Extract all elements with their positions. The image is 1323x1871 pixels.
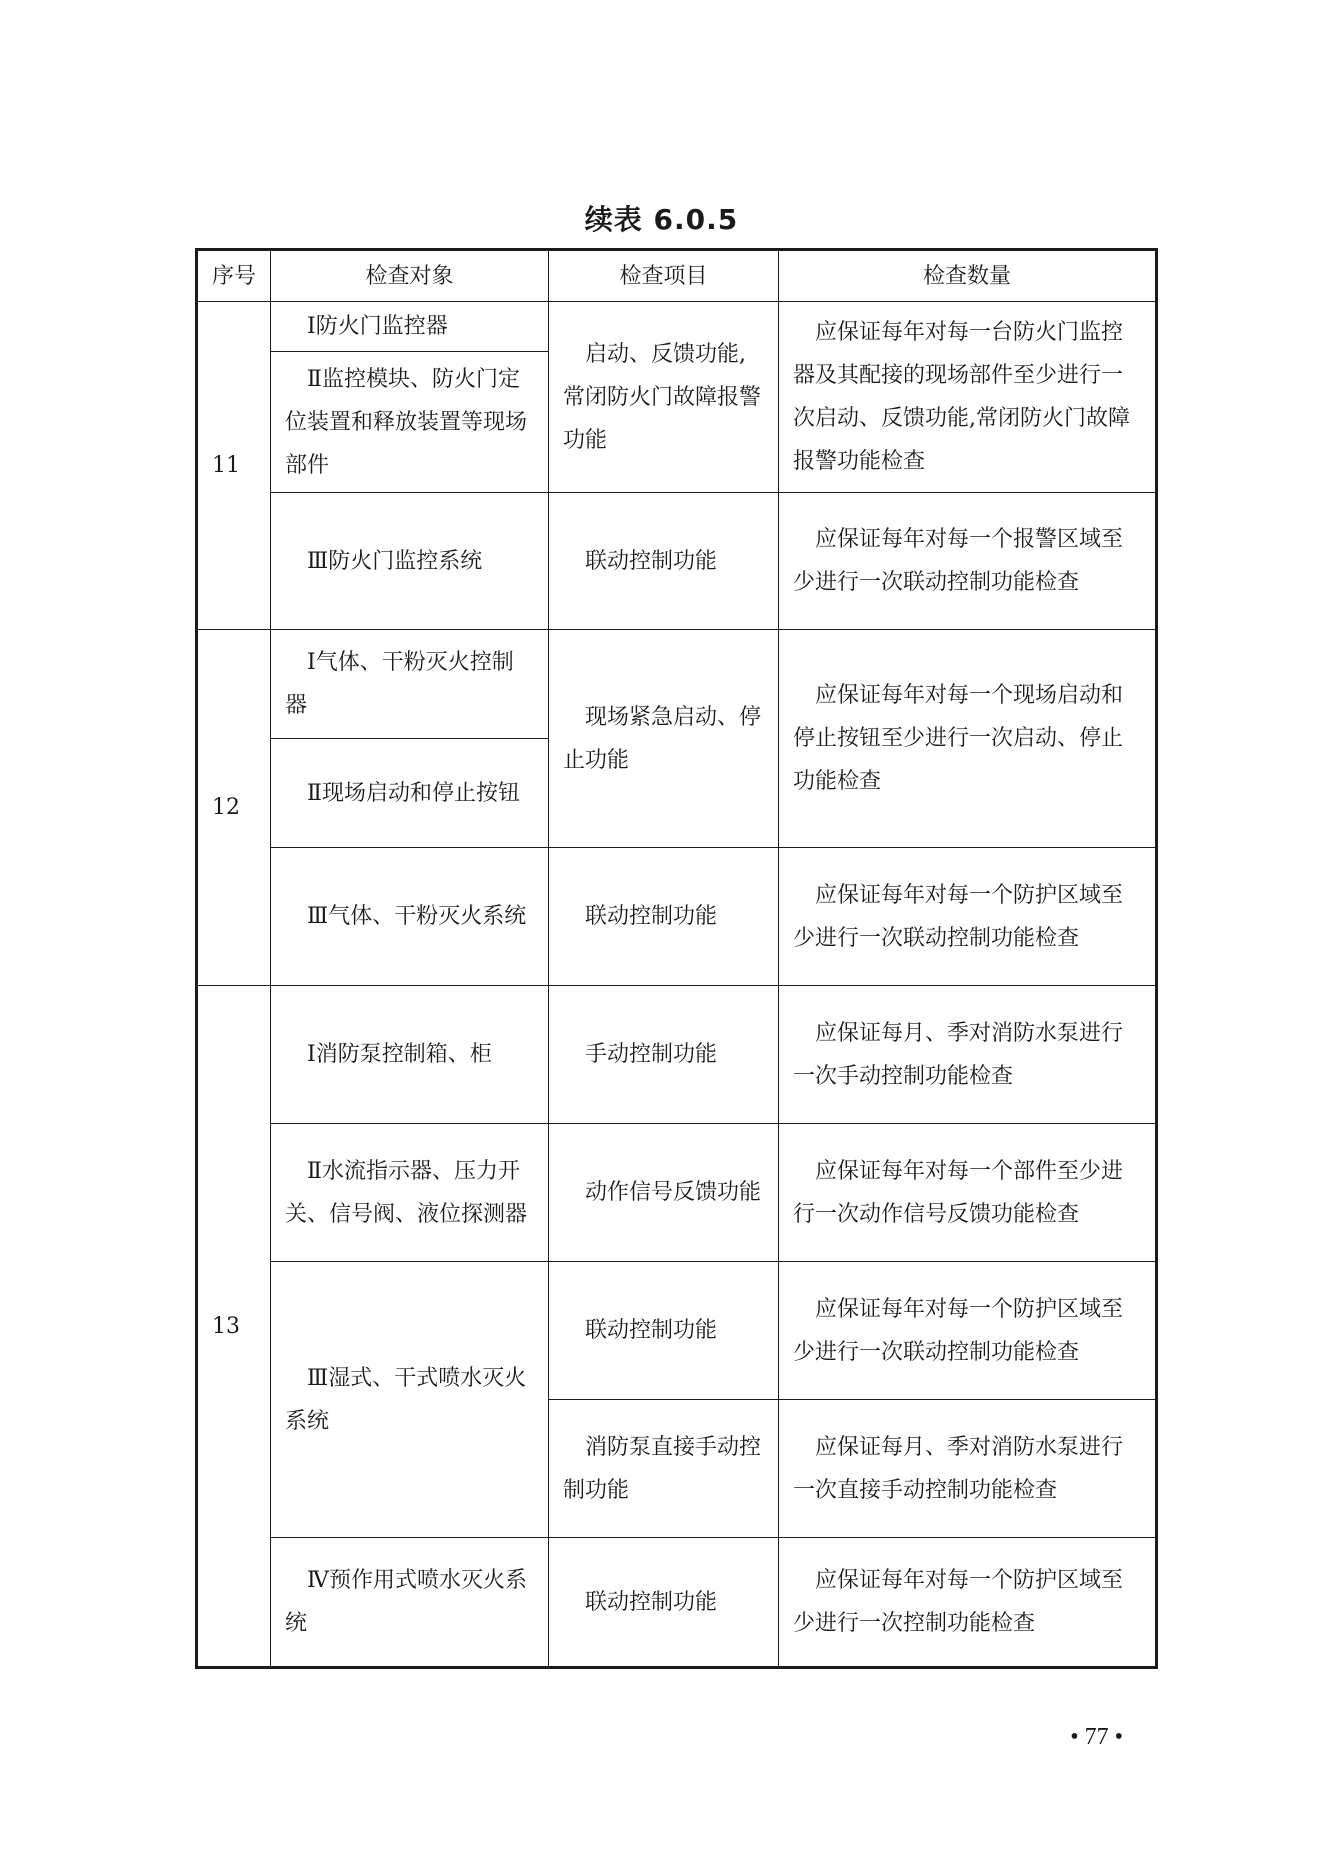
table-row	[197, 493, 1157, 630]
row-item: 联动控制功能	[549, 1538, 779, 1668]
header-item: 检查项目	[549, 250, 779, 302]
row-quantity: 应保证每年对每一个防护区域至少进行一次控制功能检查	[779, 1538, 1157, 1668]
header-seq: 序号	[197, 250, 271, 302]
row-quantity: 应保证每年对每一个防护区域至少进行一次联动控制功能检查	[779, 1262, 1157, 1400]
row-item: 手动控制功能	[549, 986, 779, 1124]
row-seq: 11	[197, 302, 271, 630]
row-object: Ⅰ气体、干粉灭火控制器	[271, 630, 549, 739]
row-item: 现场紧急启动、停止功能	[549, 630, 779, 848]
table-row	[197, 1262, 1157, 1400]
row-quantity: 应保证每年对每一台防火门监控器及其配接的现场部件至少进行一次启动、反馈功能,常闭防火门故障报警功能检查	[779, 302, 1157, 493]
table-caption: 续表 6.0.5	[584, 203, 739, 236]
table-header-row	[197, 250, 1157, 302]
row-object: Ⅲ湿式、干式喷水灭火系统	[271, 1262, 549, 1538]
row-object: Ⅱ水流指示器、压力开关、信号阀、液位探测器	[271, 1124, 549, 1262]
table-row	[197, 848, 1157, 986]
row-seq: 13	[197, 986, 271, 1668]
row-object: Ⅱ现场启动和停止按钮	[271, 739, 549, 848]
row-item: 启动、反馈功能,常闭防火门故障报警功能	[549, 302, 779, 493]
table-row	[197, 986, 1157, 1124]
row-quantity: 应保证每月、季对消防水泵进行一次手动控制功能检查	[779, 986, 1157, 1124]
row-object: Ⅰ消防泵控制箱、柜	[271, 986, 549, 1124]
table-row	[197, 1124, 1157, 1262]
row-object: Ⅲ气体、干粉灭火系统	[271, 848, 549, 986]
row-quantity: 应保证每年对每一个报警区域至少进行一次联动控制功能检查	[779, 493, 1157, 630]
header-quantity: 检查数量	[779, 250, 1157, 302]
table-row	[197, 630, 1157, 739]
row-item: 动作信号反馈功能	[549, 1124, 779, 1262]
row-object: Ⅳ预作用式喷水灭火系统	[271, 1538, 549, 1668]
row-object: Ⅰ防火门监控器	[271, 302, 549, 352]
header-object: 检查对象	[271, 250, 549, 302]
row-quantity: 应保证每年对每一个部件至少进行一次动作信号反馈功能检查	[779, 1124, 1157, 1262]
row-quantity: 应保证每月、季对消防水泵进行一次直接手动控制功能检查	[779, 1400, 1157, 1538]
row-item: 消防泵直接手动控制功能	[549, 1400, 779, 1538]
row-item: 联动控制功能	[549, 848, 779, 986]
page-number: • 77 •	[1070, 1724, 1123, 1750]
row-item: 联动控制功能	[549, 1262, 779, 1400]
row-quantity: 应保证每年对每一个现场启动和停止按钮至少进行一次启动、停止功能检查	[779, 630, 1157, 848]
table-row	[197, 1538, 1157, 1668]
row-seq: 12	[197, 630, 271, 986]
row-quantity: 应保证每年对每一个防护区域至少进行一次联动控制功能检查	[779, 848, 1157, 986]
row-object: Ⅱ监控模块、防火门定位装置和释放装置等现场部件	[271, 352, 549, 493]
inspection-table	[195, 248, 1158, 1669]
row-object: Ⅲ防火门监控系统	[271, 493, 549, 630]
table-row	[197, 302, 1157, 352]
row-item: 联动控制功能	[549, 493, 779, 630]
